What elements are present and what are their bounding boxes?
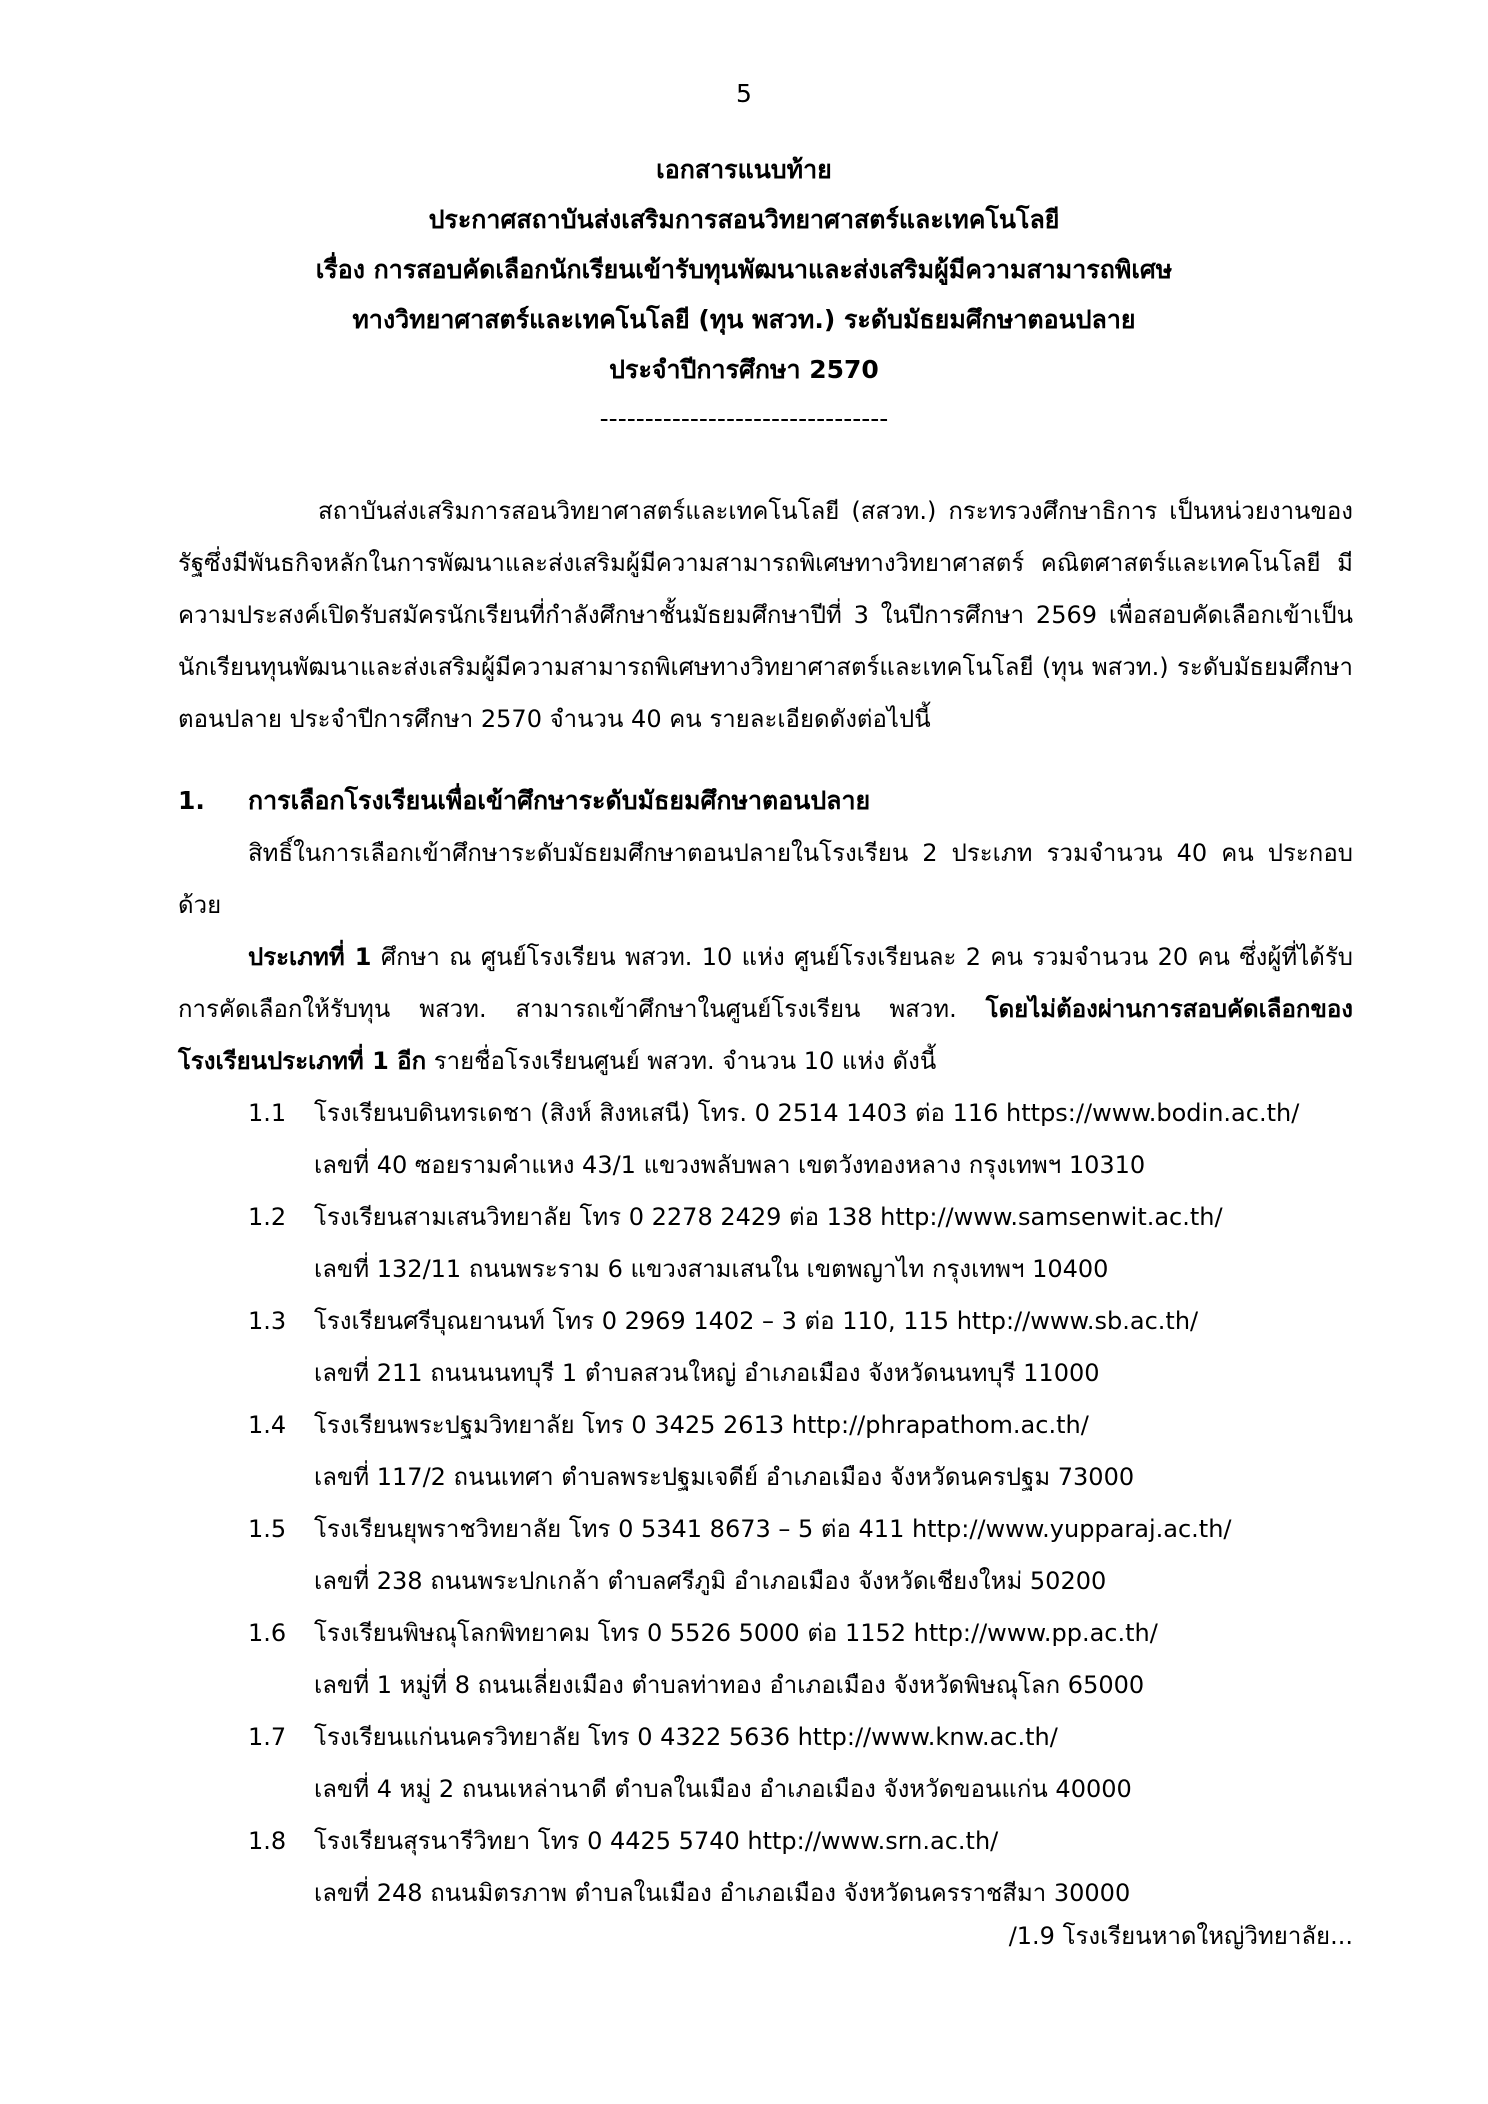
list-item — [178, 1607, 1353, 1711]
list-item — [178, 1503, 1353, 1607]
item-number: 1.8 — [248, 1827, 287, 1855]
document-heading — [0, 145, 1488, 439]
type1-label: ประเภทที่ 1 — [248, 943, 372, 971]
list-item — [178, 1295, 1353, 1399]
continuation-reference: /1.9 โรงเรียนหาดใหญ่วิทยาลัย... — [1008, 1922, 1353, 1950]
school-address: เลขที่ 4 หมู่ 2 ถนนเหล่านาดี ตำบลในเมือง อำเภอเมือง จังหวัดขอนแก่น 40000 — [314, 1775, 1132, 1803]
school-contact: โรงเรียนศรีบุณยานนท์ โทร 0 2969 1402 – 3 ต่อ 110, 115 http://www.sb.ac.th/ — [314, 1307, 1199, 1335]
school-address: เลขที่ 248 ถนนมิตรภาพ ตำบลในเมือง อำเภอเมือง จังหวัดนครราชสีมา 30000 — [314, 1879, 1131, 1907]
school-contact: โรงเรียนพิษณุโลกพิทยาคม โทร 0 5526 5000 ต่อ 1152 http://www.pp.ac.th/ — [314, 1619, 1158, 1647]
school-address: เลขที่ 1 หมู่ที่ 8 ถนนเลี่ยงเมือง ตำบลท่าทอง อำเภอเมือง จังหวัดพิษณุโลก 65000 — [314, 1671, 1145, 1699]
list-item — [178, 1087, 1353, 1191]
list-item — [178, 1711, 1353, 1815]
type1-text: ศึกษา ณ ศูนย์โรงเรียน พสวท. 10 แห่ง ศูนย์โรงเรียนละ 2 คน รวมจำนวน 20 คน ซึ่งผู้ที่ได้รับการคัดเลือกให้รับทุน พสวท. สามารถเข้าศึกษาในศูนย์โรงเรียน พสวท. — [178, 943, 1353, 1023]
intro-paragraph: สถาบันส่งเสริมการสอนวิทยาศาสตร์และเทคโนโลยี (สสวท.) กระทรวงศึกษาธิการ เป็นหน่วยงานของรัฐซึ่งมีพันธกิจหลักในการพัฒนาและส่งเสริมผู้มีความสามารถพิเศษทางวิทยาศาสตร์ คณิตศาสตร์และเทคโนโลยี มีความประสงค์เปิดรับสมัครนักเรียนที่กำลังศึกษาชั้นมัธยมศึกษาปีที่ 3 ในปีการศึกษา 2569 เพื่อสอบคัดเลือกเข้าเป็นนักเรียนทุนพัฒนาและส่งเสริมผู้มีความสามารถพิเศษทางวิทยาศาสตร์และเทคโนโลยี (ทุน พสวท.) ระดับมัธยมศึกษาตอนปลาย ประจำปีการศึกษา 2570 จำนวน 40 คน รายละเอียดดังต่อไปนี้ — [178, 497, 1353, 733]
school-address: เลขที่ 132/11 ถนนพระราม 6 แขวงสามเสนใน เขตพญาไท กรุงเทพฯ 10400 — [314, 1255, 1109, 1283]
item-number: 1.2 — [248, 1203, 287, 1231]
section-title: การเลือกโรงเรียนเพื่อเข้าศึกษาระดับมัธยมศึกษาตอนปลาย — [248, 786, 871, 815]
item-number: 1.4 — [248, 1411, 287, 1439]
item-number: 1.3 — [248, 1307, 287, 1335]
section-paragraph: สิทธิ์ในการเลือกเข้าศึกษาระดับมัธยมศึกษาตอนปลายในโรงเรียน 2 ประเภท รวมจำนวน 40 คน ประกอบด้วย — [178, 839, 1353, 919]
school-contact: โรงเรียนพระปฐมวิทยาลัย โทร 0 3425 2613 http://phrapathom.ac.th/ — [314, 1411, 1089, 1439]
school-address: เลขที่ 238 ถนนพระปกเกล้า ตำบลศรีภูมิ อำเภอเมือง จังหวัดเชียงใหม่ 50200 — [314, 1567, 1107, 1595]
page-number: 5 — [736, 79, 752, 108]
heading-divider: -------------------------------- — [599, 404, 889, 433]
list-item — [178, 1815, 1353, 1919]
list-item — [178, 1399, 1353, 1503]
school-address: เลขที่ 211 ถนนนนทบุรี 1 ตำบลสวนใหญ่ อำเภอเมือง จังหวัดนนทบุรี 11000 — [314, 1359, 1100, 1387]
school-contact: โรงเรียนแก่นนครวิทยาลัย โทร 0 4322 5636 http://www.knw.ac.th/ — [314, 1723, 1058, 1751]
heading-line: เอกสารแนบท้าย — [656, 155, 832, 184]
item-number: 1.5 — [248, 1515, 287, 1543]
school-address: เลขที่ 117/2 ถนนเทศา ตำบลพระปฐมเจดีย์ อำเภอเมือง จังหวัดนครปฐม 73000 — [314, 1463, 1135, 1491]
type1-paragraph — [178, 931, 1353, 1087]
section-heading — [178, 775, 1353, 827]
heading-line: ประกาศสถาบันส่งเสริมการสอนวิทยาศาสตร์และเทคโนโลยี — [428, 205, 1060, 234]
list-item — [178, 1191, 1353, 1295]
school-address: เลขที่ 40 ซอยรามคำแหง 43/1 แขวงพลับพลา เขตวังทองหลาง กรุงเทพฯ 10310 — [314, 1151, 1146, 1179]
heading-line: ทางวิทยาศาสตร์และเทคโนโลยี (ทุน พสวท.) ระดับมัธยมศึกษาตอนปลาย — [352, 305, 1136, 334]
school-contact: โรงเรียนสามเสนวิทยาลัย โทร 0 2278 2429 ต่อ 138 http://www.samsenwit.ac.th/ — [314, 1203, 1223, 1231]
school-contact: โรงเรียนยุพราชวิทยาลัย โทร 0 5341 8673 – 5 ต่อ 411 http://www.yupparaj.ac.th/ — [314, 1515, 1232, 1543]
school-contact: โรงเรียนบดินทรเดชา (สิงห์ สิงหเสนี) โทร. 0 2514 1403 ต่อ 116 https://www.bodin.ac.th/ — [314, 1099, 1300, 1127]
heading-line: ประจำปีการศึกษา 2570 — [609, 355, 879, 384]
section-number: 1. — [178, 786, 205, 815]
type1-text-end: รายชื่อโรงเรียนศูนย์ พสวท. จำนวน 10 แห่ง ดังนี้ — [426, 1047, 937, 1075]
school-contact: โรงเรียนสุรนารีวิทยา โทร 0 4425 5740 http://www.srn.ac.th/ — [314, 1827, 999, 1855]
item-number: 1.7 — [248, 1723, 287, 1751]
heading-line: เรื่อง การสอบคัดเลือกนักเรียนเข้ารับทุนพัฒนาและส่งเสริมผู้มีความสามารถพิเศษ — [315, 255, 1173, 284]
type1-emphasis: โดยไม่ต้องผ่านการสอบคัดเลือกของโรงเรียนประเภทที่ 1 อีก — [178, 995, 1353, 1075]
school-list — [178, 1087, 1353, 1919]
item-number: 1.6 — [248, 1619, 287, 1647]
section-1 — [178, 775, 1353, 1919]
item-number: 1.1 — [248, 1099, 287, 1127]
